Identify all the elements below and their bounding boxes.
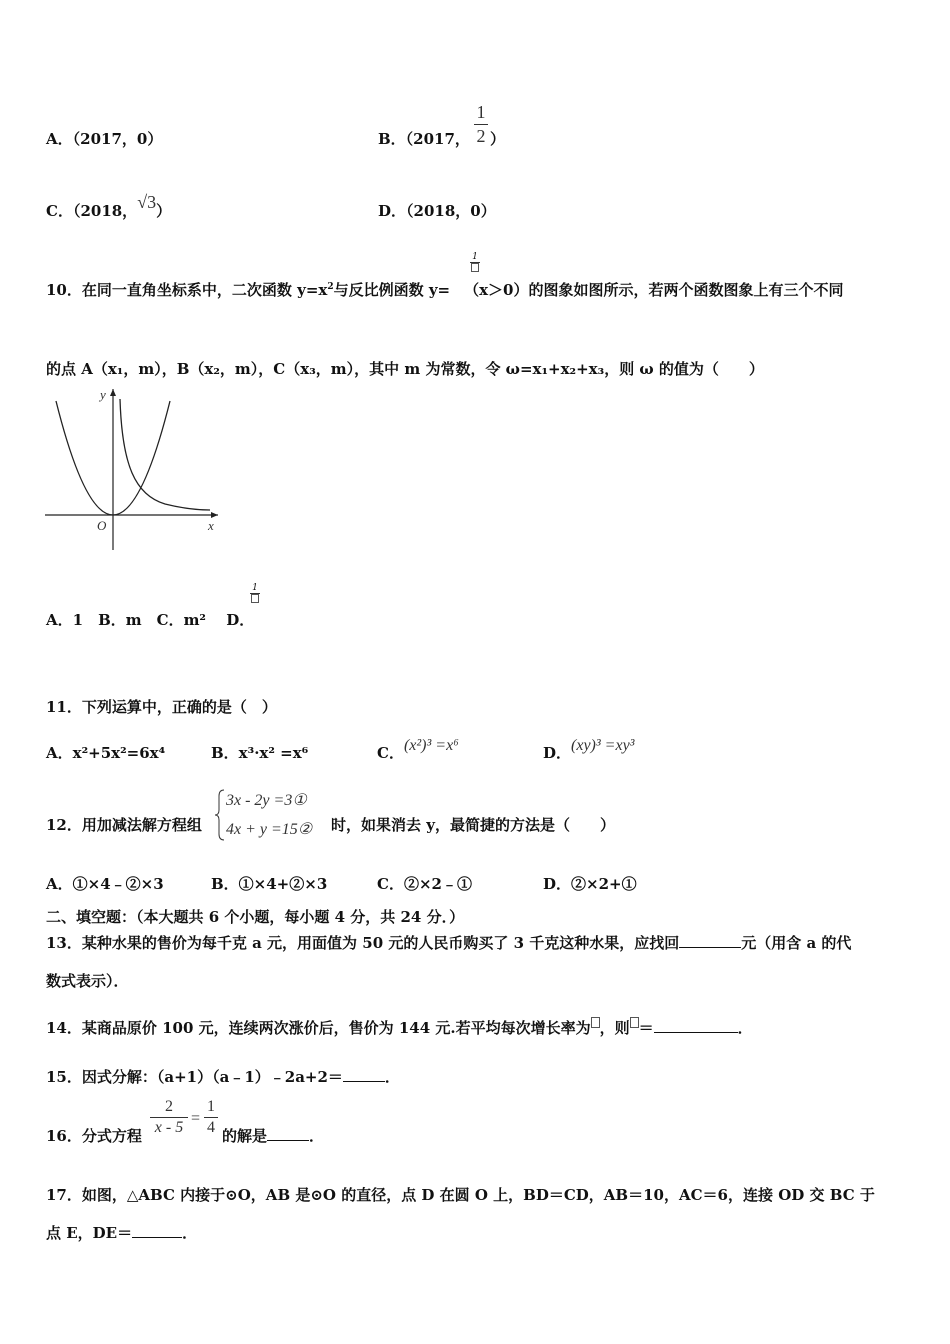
fraction-denominator: 2 bbox=[476, 126, 486, 146]
fraction-numerator: 2 bbox=[165, 1098, 173, 1115]
q13-line2: 数式表示）． bbox=[46, 972, 129, 990]
equation-2: 4x + y =15② bbox=[226, 821, 313, 838]
q10-line1-mid: 与反比例函数 y= bbox=[333, 281, 451, 299]
q14-prefix: 14．某商品原价 100 元，连续两次涨价后，售价为 144 元.若平均每次增长率为 bbox=[46, 1019, 591, 1037]
fraction-numerator: 1 bbox=[472, 252, 478, 262]
answer-blank[interactable] bbox=[267, 1140, 309, 1141]
q11-option-d-label: D． bbox=[543, 744, 572, 762]
q11-option-c-expression: (x²)³ =x⁶ bbox=[403, 737, 459, 754]
section-heading: 二、填空题：（本大题共 6 个小题，每小题 4 分，共 24 分．） bbox=[46, 908, 465, 926]
origin-label: O bbox=[97, 518, 107, 533]
fraction-denominator: 4 bbox=[207, 1119, 215, 1136]
answer-blank[interactable] bbox=[132, 1237, 182, 1238]
q16-prefix: 16．分式方程 bbox=[46, 1127, 142, 1145]
q10-line1-suffix: （x＞0）的图象如图所示，若两个函数图象上有三个不同 bbox=[464, 281, 844, 299]
q16-suffix: 的解是 ． bbox=[222, 1127, 325, 1145]
x-axis-label: x bbox=[208, 518, 214, 533]
q10-option-d-fraction bbox=[250, 583, 260, 606]
equation-system-brace bbox=[214, 788, 226, 842]
q16-rhs-fraction bbox=[204, 1098, 218, 1137]
placeholder-glyph bbox=[471, 263, 479, 272]
placeholder-glyph bbox=[251, 594, 259, 603]
hyperbola-curve bbox=[120, 399, 210, 510]
equation-1: 3x - 2y =3① bbox=[226, 792, 307, 809]
q12-option-b: B．①×4+②×3 bbox=[211, 875, 328, 893]
fraction-numerator: 1 bbox=[207, 1098, 215, 1115]
placeholder-glyph bbox=[591, 1017, 600, 1028]
q11-option-c-label: C． bbox=[377, 744, 404, 762]
q13-line1-suffix: 元（用含 a 的代 bbox=[741, 934, 852, 952]
q10-line1: 10．在同一直角坐标系中，二次函数 $y=x^2$与反比例函数 y= （x＞0）的图象如图所示，若两个函数图象上有三个不同 bbox=[46, 281, 844, 299]
q9-option-b-fraction bbox=[474, 102, 488, 147]
q12-option-d: D．②×2+① bbox=[543, 875, 637, 893]
y-axis-arrow bbox=[110, 389, 116, 396]
q12-stem-prefix: 12．用加减法解方程组 bbox=[46, 816, 202, 834]
q9-option-a: A．（2017，0） bbox=[46, 130, 163, 148]
q11-option-d-expression: (xy)³ =xy³ bbox=[571, 737, 635, 754]
q16-suffix-text: 的解是 bbox=[222, 1127, 268, 1145]
answer-blank[interactable] bbox=[343, 1081, 385, 1082]
answer-blank[interactable] bbox=[679, 947, 741, 948]
fraction-numerator: 1 bbox=[476, 102, 486, 122]
q17-line1: 17．如图，△ABC 内接于⊙O，AB 是⊙O 的直径，点 D 在圆 O 上，BD＝CD，AB＝10，AC＝6，连接 OD 交 BC 于 bbox=[46, 1186, 875, 1204]
q16-lhs-fraction bbox=[150, 1098, 188, 1137]
fraction-denominator: x - 5 bbox=[154, 1119, 184, 1136]
q10-line2: 的点 A（x₁，m），B（x₂，m），C（x₃，m），其中 m 为常数，令 ω=x₁+x₂+x₃，则 ω 的值为（ ） bbox=[46, 360, 764, 378]
placeholder-glyph bbox=[630, 1017, 639, 1028]
q13-line1 bbox=[46, 932, 851, 953]
answer-blank[interactable] bbox=[654, 1032, 738, 1033]
q14-mid: ，则 bbox=[599, 1019, 630, 1037]
q12-option-c: C．②×2﹣① bbox=[377, 875, 472, 893]
q11-option-b: B．x³·x² =x⁶ bbox=[211, 744, 309, 762]
sqrt3-expression: √3 bbox=[137, 192, 157, 212]
q9-option-c-suffix: ） bbox=[156, 202, 172, 220]
q15-line: 15．因式分解：（a+1）（a﹣1）﹣2a+2＝ ． bbox=[46, 1068, 400, 1086]
q9-option-b-suffix: ） bbox=[489, 130, 505, 148]
q13-line1-text: 13．某种水果的售价为每千克 a 元，用面值为 50 元的人民币购买了 3 千克这种水果，应找回 bbox=[46, 934, 680, 952]
q9-option-b-prefix: B．（2017， bbox=[378, 130, 470, 148]
q12-stem-suffix: 时，如果消去 y，最简捷的方法是（ ） bbox=[331, 816, 615, 834]
q17-line2: 点 E，DE＝ ． bbox=[46, 1224, 198, 1242]
q10-line1-prefix: 10．在同一直角坐标系中，二次函数 y=x bbox=[46, 281, 328, 299]
q9-option-c-prefix: C．（2018， bbox=[46, 202, 138, 220]
q10-options: A．1 B．m C．m² D． bbox=[46, 611, 255, 629]
q11-stem: 11．下列运算中，正确的是（ ） bbox=[46, 698, 277, 716]
q10-inverse-fraction bbox=[470, 252, 480, 275]
q12-option-a: A．①×4﹣②×3 bbox=[46, 875, 164, 893]
equals-sign: = bbox=[191, 1110, 201, 1127]
q14-line: 14．某商品原价 100 元，连续两次涨价后，售价为 144 元.若平均每次增长率为 ，则 ＝ ． bbox=[46, 1019, 753, 1037]
y-axis-label: y bbox=[100, 387, 106, 402]
q9-option-c bbox=[46, 192, 172, 221]
q17-line2-text: 点 E，DE＝ bbox=[46, 1224, 133, 1242]
q14-suffix: ＝ bbox=[638, 1019, 654, 1037]
q9-option-d: D．（2018，0） bbox=[378, 202, 496, 220]
q11-option-a: A．x²+5x²=6x⁴ bbox=[46, 744, 166, 762]
q11-option-d bbox=[543, 737, 635, 763]
q15-text: 15．因式分解：（a+1）（a﹣1）﹣2a+2＝ bbox=[46, 1068, 343, 1086]
q11-option-c bbox=[377, 737, 459, 763]
q10-function-graph bbox=[40, 385, 225, 555]
fraction-numerator: 1 bbox=[252, 583, 258, 593]
